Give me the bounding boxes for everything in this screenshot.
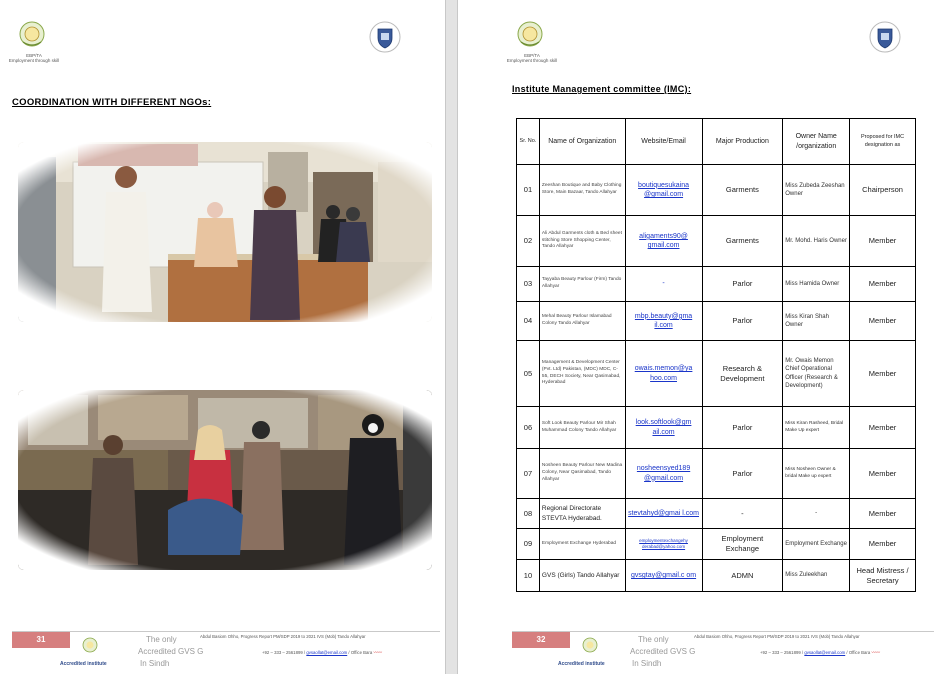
cell-web-link[interactable]: nosheensyed189 @gmail.com — [625, 449, 702, 499]
cell-owner: Mr. Mohd. Haris Owner — [783, 216, 850, 267]
col-designation: Proposed for IMC designation as — [850, 119, 916, 165]
cell-sr: 07 — [517, 449, 540, 499]
cell-designation: Member — [850, 302, 916, 341]
cell-name: Tayyaba Beauty Parlour (Firm) Tando Allahyar — [539, 267, 625, 302]
cell-designation: Member — [850, 341, 916, 407]
cell-owner: Miss Hamida Owner — [783, 267, 850, 302]
footer-only-text: The only Accredited GVS G In Sindh — [138, 635, 204, 668]
cell-production: ADMN — [702, 560, 783, 592]
footer-accredited: Accredited institute — [60, 661, 107, 667]
cell-sr: 03 — [517, 267, 540, 302]
accredited-logo-icon — [580, 637, 600, 655]
cell-web-link: - — [625, 267, 702, 302]
footer-only-text: The only Accredited GVS G In Sindh — [630, 635, 696, 668]
cell-designation: Member — [850, 216, 916, 267]
imc-table — [516, 118, 916, 592]
cell-name: GVS (Girls) Tando Allahyar — [539, 560, 625, 592]
cell-owner: Miss Zuleekhan — [783, 560, 850, 592]
cell-name: Zeeshan Boutique and Baby Clothing Store, Main Bazaar, Tando Allahyar — [539, 165, 625, 216]
gvs-emblem-icon — [868, 20, 902, 54]
cell-production: Parlor — [702, 302, 783, 341]
col-owner: Owner Name /organization — [783, 119, 850, 165]
table-row — [517, 529, 916, 560]
cell-name: Ali Abdul Garments cloth & Bed sheet stitching Store Shopping Center, Tando Allahyar — [539, 216, 625, 267]
col-sr-no: Sr. No. — [517, 119, 540, 165]
cell-web-link[interactable]: boutiquesukaina @gmail.com — [625, 165, 702, 216]
footer-rule — [512, 631, 934, 632]
ebp-logo-icon — [512, 20, 548, 50]
cell-designation: Member — [850, 407, 916, 449]
col-organization: Name of Organization — [539, 119, 625, 165]
footer-accredited: Accredited institute — [558, 661, 605, 667]
cell-designation: Member — [850, 267, 916, 302]
cell-designation: Head Mistress / Secretary — [850, 560, 916, 592]
footer-report: Abdul Basiom Ohho, Progress Report PM/SDP 2019 to 2021 IVS (Mob) Tando Allahyar — [200, 634, 366, 639]
col-production: Major Production — [702, 119, 783, 165]
cell-production: Garments — [702, 165, 783, 216]
cell-designation: Member — [850, 499, 916, 529]
cell-name: Management & Development Center (Pvt. Ltd) Pakistan, (MDC) MDC, C-55, DECH Society, Near Qasimabad, Hyderabad — [539, 341, 625, 407]
accredited-logo-icon — [80, 637, 100, 655]
page-heading: Institute Management committee (IMC): — [512, 84, 692, 94]
cell-production: - — [702, 499, 783, 529]
footer-rule — [12, 631, 440, 632]
page-heading: COORDINATION WITH DIFFERENT NGOs: — [12, 97, 212, 108]
footer-email-link[interactable]: gvsaollat@email.com — [306, 650, 348, 655]
cell-web-link[interactable]: look.softlook@gm ail.com — [625, 407, 702, 449]
table-row — [517, 407, 916, 449]
cell-name: Nosheen Beauty Parlour New Madina Colony, Near Qasimabad, Tando Allahyar — [539, 449, 625, 499]
cell-sr: 08 — [517, 499, 540, 529]
cell-production: Parlor — [702, 407, 783, 449]
cell-name: Regional Directorate STEVTA Hyderabad. — [539, 499, 625, 529]
cell-web-link[interactable]: owais.memon@ya hoo.com — [625, 341, 702, 407]
cell-owner: - — [783, 499, 850, 529]
table-header-row — [517, 119, 916, 165]
cell-web-link[interactable]: aligaments90@ gmail.com — [625, 216, 702, 267]
cell-designation: Member — [850, 449, 916, 499]
org-label: EBP/TA Employment through skill — [506, 53, 558, 63]
cell-web-link[interactable]: stevtahyd@gmai l.com — [625, 499, 702, 529]
cell-web-link[interactable]: employmentexchangehy derabad@yahoo.com — [625, 529, 702, 560]
table-row — [517, 341, 916, 407]
cell-owner: Miss Nosheen Owner & bridal Make up expert — [783, 449, 850, 499]
cell-web-link[interactable]: mbp.beauty@gma il.com — [625, 302, 702, 341]
cell-production: Parlor — [702, 267, 783, 302]
cell-owner: Mr. Owais Memon Chief Operational Officer (Research & Development) — [783, 341, 850, 407]
col-website: Website/Email — [625, 119, 702, 165]
cell-designation: Chairperson — [850, 165, 916, 216]
table-row — [517, 302, 916, 341]
table-row — [517, 499, 916, 529]
footer-email-link[interactable]: gvsaollat@email.com — [804, 650, 846, 655]
gvs-emblem-icon — [368, 20, 402, 54]
cell-sr: 05 — [517, 341, 540, 407]
footer-report: Abdul Basiom Ohho, Progress Report PM/SDP 2019 to 2021 IVS (Mob) Tando Allahyar — [694, 634, 860, 639]
cell-sr: 10 — [517, 560, 540, 592]
cell-owner: Employment Exchange — [783, 529, 850, 560]
cell-sr: 01 — [517, 165, 540, 216]
org-label: EBP/TA Employment through skill — [8, 53, 60, 63]
cell-owner: Miss Kiran Shah Owner — [783, 302, 850, 341]
cell-name: Employment Exchange Hyderabad — [539, 529, 625, 560]
page-gutter — [445, 0, 458, 674]
footer-contact: +92 – 333 – 2561899 / gvsaollat@email.com / Office Bara 〰〰 — [760, 650, 881, 655]
cell-sr: 06 — [517, 407, 540, 449]
cell-production: Research & Development — [702, 341, 783, 407]
table-row — [517, 165, 916, 216]
page-number: 32 — [512, 632, 570, 648]
cell-sr: 02 — [517, 216, 540, 267]
cell-production: Garments — [702, 216, 783, 267]
ebp-logo-icon — [14, 20, 50, 50]
page-number: 31 — [12, 632, 70, 648]
table-row — [517, 267, 916, 302]
cell-name: Mehal Beauty Parlour Islamabad Colony Tando Allahyar — [539, 302, 625, 341]
cell-owner: Miss Zubeda Zeeshan Owner — [783, 165, 850, 216]
ngo-meeting-photo — [18, 142, 432, 322]
cell-sr: 09 — [517, 529, 540, 560]
footer-contact: +92 – 333 – 2561899 / gvsaollat@email.com / Office Bara 〰〰 — [262, 650, 383, 655]
cell-production: Employment Exchange — [702, 529, 783, 560]
ngo-workshop-photo — [18, 390, 432, 570]
cell-designation: Member — [850, 529, 916, 560]
cell-web-link[interactable]: gvsgtay@gmail.c om — [625, 560, 702, 592]
cell-production: Parlor — [702, 449, 783, 499]
table-row — [517, 449, 916, 499]
table-row — [517, 560, 916, 592]
cell-owner: Miss Kiran Rasheed, Bridal Make Up expert — [783, 407, 850, 449]
cell-sr: 04 — [517, 302, 540, 341]
cell-name: Soft Look Beauty Parlour Mir Shah Muhammad Colony Tando Allahyar — [539, 407, 625, 449]
table-row — [517, 216, 916, 267]
left-page — [0, 0, 445, 674]
